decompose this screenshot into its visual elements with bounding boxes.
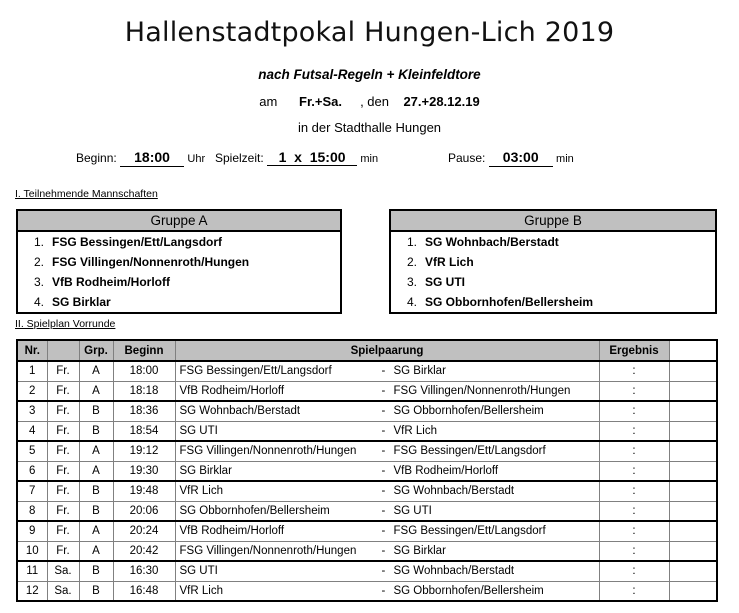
group-b-team-4-number: 4. <box>406 295 417 309</box>
versus-separator: - <box>381 384 386 397</box>
date-middle: , den <box>360 94 389 109</box>
cell-result[interactable] <box>599 481 669 501</box>
group-a-team-1 <box>18 232 340 252</box>
cell-grp: A <box>79 541 113 561</box>
cell-result[interactable] <box>599 401 669 421</box>
cell-day: Fr. <box>47 401 79 421</box>
beginn-value[interactable]: 18:00 <box>120 149 184 167</box>
cell-day: Sa. <box>47 581 79 601</box>
home-team: VfB Rodheim/Horloff <box>179 525 285 537</box>
versus-separator: - <box>381 504 386 517</box>
cell-day: Fr. <box>47 461 79 481</box>
cell-time: 18:18 <box>113 381 175 401</box>
result-placeholder: : <box>632 365 636 378</box>
cell-time: 20:42 <box>113 541 175 561</box>
column-header-beginn: Beginn <box>113 340 175 361</box>
cell-pairing <box>175 581 599 601</box>
cell-time: 20:06 <box>113 501 175 521</box>
cell-time: 16:30 <box>113 561 175 581</box>
result-placeholder: : <box>632 485 636 498</box>
cell-grp: A <box>79 461 113 481</box>
cell-day: Fr. <box>47 481 79 501</box>
versus-separator: - <box>381 525 386 537</box>
pairing-wrapper <box>176 422 599 441</box>
table-row <box>17 421 717 441</box>
column-header-day <box>47 340 79 361</box>
beginn-unit: Uhr <box>187 153 206 165</box>
cell-nr: 12 <box>17 581 47 601</box>
cell-result-extra[interactable] <box>669 361 717 381</box>
cell-day: Fr. <box>47 501 79 521</box>
cell-day: Fr. <box>47 441 79 461</box>
versus-separator: - <box>381 584 386 597</box>
cell-nr: 8 <box>17 501 47 521</box>
cell-result[interactable] <box>599 421 669 441</box>
pairing-wrapper <box>176 582 599 601</box>
pause-field-group <box>448 149 574 168</box>
group-b-team-3 <box>391 272 715 292</box>
result-placeholder: : <box>632 544 636 557</box>
pairing-wrapper <box>176 402 599 421</box>
column-header-nr: Nr. <box>17 340 47 361</box>
home-team: SG UTI <box>179 565 218 577</box>
cell-time: 19:48 <box>113 481 175 501</box>
table-row <box>17 401 717 421</box>
cell-day: Fr. <box>47 521 79 541</box>
cell-result[interactable] <box>599 381 669 401</box>
cell-grp: B <box>79 401 113 421</box>
home-team: SG UTI <box>179 424 218 437</box>
cell-result[interactable] <box>599 581 669 601</box>
cell-pairing <box>175 361 599 381</box>
group-a-team-3-number: 3. <box>33 275 44 289</box>
home-team: VfR Lich <box>179 485 223 497</box>
table-row <box>17 501 717 521</box>
pairing-wrapper <box>176 462 599 481</box>
away-team: SG Birklar <box>393 544 446 557</box>
result-placeholder: : <box>632 424 636 437</box>
table-row <box>17 441 717 461</box>
pairing-wrapper <box>176 522 599 541</box>
result-placeholder: : <box>632 584 636 597</box>
cell-time: 18:36 <box>113 401 175 421</box>
cell-nr: 2 <box>17 381 47 401</box>
group-a-team-2-name: FSG Villingen/Nonnenroth/Hungen <box>52 255 250 269</box>
group-a-team-3-name: VfB Rodheim/Horloff <box>52 275 170 289</box>
result-placeholder: : <box>632 504 636 517</box>
cell-nr: 9 <box>17 521 47 541</box>
pause-unit: min <box>556 153 574 165</box>
pairing-wrapper <box>176 482 599 501</box>
versus-separator: - <box>381 464 386 477</box>
group-b-team-2-number: 2. <box>406 255 417 269</box>
venue-line: in der Stadthalle Hungen <box>297 120 442 135</box>
table-row <box>17 461 717 481</box>
versus-separator: - <box>381 485 386 497</box>
group-b-team-4-name: SG Obbornhofen/Bellersheim <box>425 295 594 309</box>
group-a-team-4-name: SG Birklar <box>52 295 111 309</box>
spielzeit-field-group <box>215 149 378 168</box>
cell-grp: A <box>79 381 113 401</box>
group-b-team-1-name: SG Wohnbach/Berstadt <box>425 235 559 249</box>
spielzeit-value-wrap[interactable] <box>267 149 357 166</box>
cell-grp: B <box>79 501 113 521</box>
cell-nr: 7 <box>17 481 47 501</box>
pairing-wrapper <box>176 542 599 561</box>
result-placeholder: : <box>632 464 636 477</box>
cell-day: Fr. <box>47 381 79 401</box>
cell-result[interactable] <box>599 541 669 561</box>
cell-pairing <box>175 521 599 541</box>
group-b-team-3-name: SG UTI <box>425 275 466 289</box>
cell-nr: 6 <box>17 461 47 481</box>
beginn-label: Beginn: <box>76 151 117 165</box>
cell-nr: 10 <box>17 541 47 561</box>
cell-pairing <box>175 501 599 521</box>
column-header-spielpaarung: Spielpaarung <box>175 340 599 361</box>
page-title: Hallenstadtpokal Hungen-Lich 2019 <box>124 17 615 48</box>
group-a-team-1-name: FSG Bessingen/Ett/Langsdorf <box>52 235 223 249</box>
away-team: SG Wohnbach/Berstadt <box>393 485 515 497</box>
home-team: FSG Villingen/Nonnenroth/Hungen <box>179 544 357 557</box>
result-placeholder: : <box>632 565 636 578</box>
pairing-wrapper <box>176 382 599 401</box>
group-b-team-1-number: 1. <box>406 235 417 249</box>
away-team: SG Birklar <box>393 365 446 377</box>
cell-nr: 5 <box>17 441 47 461</box>
pause-label: Pause: <box>448 151 486 165</box>
group-a-team-4 <box>18 292 340 312</box>
schedule-table <box>16 339 718 602</box>
cell-nr: 3 <box>17 401 47 421</box>
cell-grp: A <box>79 521 113 541</box>
away-team: VfR Lich <box>393 424 437 437</box>
versus-separator: - <box>381 405 386 417</box>
table-row <box>17 361 717 381</box>
table-row <box>17 521 717 541</box>
cell-result-extra[interactable] <box>669 461 717 481</box>
cell-result[interactable] <box>599 361 669 381</box>
cell-grp: B <box>79 481 113 501</box>
cell-pairing <box>175 441 599 461</box>
group-b-team-1 <box>391 232 715 252</box>
home-team: VfB Rodheim/Horloff <box>179 384 285 397</box>
group-a-team-4-number: 4. <box>33 295 44 309</box>
column-header-extra <box>669 340 717 361</box>
cell-result[interactable] <box>599 521 669 541</box>
cell-grp: B <box>79 421 113 441</box>
cell-result-extra[interactable] <box>669 561 717 581</box>
section-heading-schedule: II. Spielplan Vorrunde <box>15 318 116 330</box>
versus-separator: - <box>381 424 386 437</box>
group-b-team-3-number: 3. <box>406 275 417 289</box>
table-row <box>17 581 717 601</box>
cell-result-extra[interactable] <box>669 481 717 501</box>
group-b-team-2-name: VfR Lich <box>425 255 474 269</box>
cell-day: Fr. <box>47 361 79 381</box>
cell-result-extra[interactable] <box>669 421 717 441</box>
cell-time: 16:48 <box>113 581 175 601</box>
group-table-a <box>16 209 342 314</box>
group-a-team-2-number: 2. <box>33 255 44 269</box>
group-b-title: Gruppe B <box>391 211 715 232</box>
cell-result-extra[interactable] <box>669 541 717 561</box>
cell-result[interactable] <box>599 501 669 521</box>
cell-result-extra[interactable] <box>669 521 717 541</box>
settings-row <box>0 149 739 171</box>
cell-pairing <box>175 541 599 561</box>
cell-time: 19:12 <box>113 441 175 461</box>
away-team: SG Obbornhofen/Bellersheim <box>393 405 544 417</box>
group-b-team-2 <box>391 252 715 272</box>
cell-result-extra[interactable] <box>669 401 717 421</box>
home-team: FSG Bessingen/Ett/Langsdorf <box>179 365 332 377</box>
away-team: FSG Bessingen/Ett/Langsdorf <box>393 445 546 457</box>
home-team: FSG Villingen/Nonnenroth/Hungen <box>179 445 357 457</box>
versus-separator: - <box>381 445 386 457</box>
rules-subtitle: nach Futsal-Regeln + Kleinfeldtore <box>258 67 481 82</box>
cell-day: Sa. <box>47 561 79 581</box>
cell-result[interactable] <box>599 561 669 581</box>
group-a-team-3 <box>18 272 340 292</box>
away-team: FSG Bessingen/Ett/Langsdorf <box>393 525 546 537</box>
away-team: FSG Villingen/Nonnenroth/Hungen <box>393 384 571 397</box>
versus-separator: - <box>381 544 386 557</box>
spielzeit-label: Spielzeit: <box>215 151 264 165</box>
cell-result-extra[interactable] <box>669 501 717 521</box>
date-line <box>0 94 739 109</box>
pause-value[interactable]: 03:00 <box>489 149 553 167</box>
group-a-team-2 <box>18 252 340 272</box>
cell-pairing <box>175 381 599 401</box>
home-team: SG Wohnbach/Berstadt <box>179 405 301 417</box>
cell-result-extra[interactable] <box>669 581 717 601</box>
cell-time: 20:24 <box>113 521 175 541</box>
section-heading-teams: I. Teilnehmende Mannschaften <box>15 188 158 200</box>
spielzeit-unit: min <box>360 153 379 165</box>
spielzeit-duration: 15:00 <box>309 149 346 165</box>
cell-result-extra[interactable] <box>669 381 717 401</box>
versus-separator: - <box>381 365 386 377</box>
cell-grp: B <box>79 581 113 601</box>
group-table-b <box>389 209 717 314</box>
away-team: SG Wohnbach/Berstadt <box>393 565 515 577</box>
date-days: Fr.+Sa. <box>299 94 342 109</box>
away-team: VfB Rodheim/Horloff <box>393 464 499 477</box>
spielzeit-count: 1 <box>278 149 287 165</box>
versus-separator: - <box>381 565 386 577</box>
cell-result[interactable] <box>599 441 669 461</box>
cell-time: 19:30 <box>113 461 175 481</box>
home-team: VfR Lich <box>179 584 223 597</box>
result-placeholder: : <box>632 405 636 418</box>
pairing-wrapper <box>176 562 599 581</box>
date-value: 27.+28.12.19 <box>403 94 480 109</box>
cell-grp: A <box>79 441 113 461</box>
cell-pairing <box>175 481 599 501</box>
cell-nr: 11 <box>17 561 47 581</box>
cell-time: 18:54 <box>113 421 175 441</box>
schedule-body <box>17 361 717 601</box>
away-team: SG Obbornhofen/Bellersheim <box>393 584 544 597</box>
cell-grp: A <box>79 361 113 381</box>
cell-nr: 1 <box>17 361 47 381</box>
cell-pairing <box>175 401 599 421</box>
pairing-wrapper <box>176 502 599 521</box>
spielzeit-multiplier: x <box>294 149 302 165</box>
beginn-field-group <box>76 149 205 168</box>
cell-time: 18:00 <box>113 361 175 381</box>
table-row <box>17 481 717 501</box>
cell-grp: B <box>79 561 113 581</box>
result-placeholder: : <box>632 384 636 397</box>
group-a-title: Gruppe A <box>18 211 340 232</box>
column-header-ergebnis: Ergebnis <box>599 340 669 361</box>
home-team: SG Obbornhofen/Bellersheim <box>179 504 330 517</box>
pairing-wrapper <box>176 362 599 381</box>
away-team: SG UTI <box>393 504 432 517</box>
group-a-team-1-number: 1. <box>33 235 44 249</box>
date-prefix: am <box>259 94 278 109</box>
cell-result[interactable] <box>599 461 669 481</box>
group-b-team-4 <box>391 292 715 312</box>
column-header-grp: Grp. <box>79 340 113 361</box>
cell-nr: 4 <box>17 421 47 441</box>
result-placeholder: : <box>632 525 636 538</box>
cell-day: Fr. <box>47 541 79 561</box>
cell-pairing <box>175 461 599 481</box>
cell-day: Fr. <box>47 421 79 441</box>
cell-result-extra[interactable] <box>669 441 717 461</box>
table-row <box>17 561 717 581</box>
table-row <box>17 541 717 561</box>
result-placeholder: : <box>632 445 636 458</box>
cell-pairing <box>175 561 599 581</box>
table-row <box>17 381 717 401</box>
home-team: SG Birklar <box>179 464 232 477</box>
schedule-header-row <box>17 340 717 361</box>
cell-pairing <box>175 421 599 441</box>
pairing-wrapper <box>176 442 599 461</box>
